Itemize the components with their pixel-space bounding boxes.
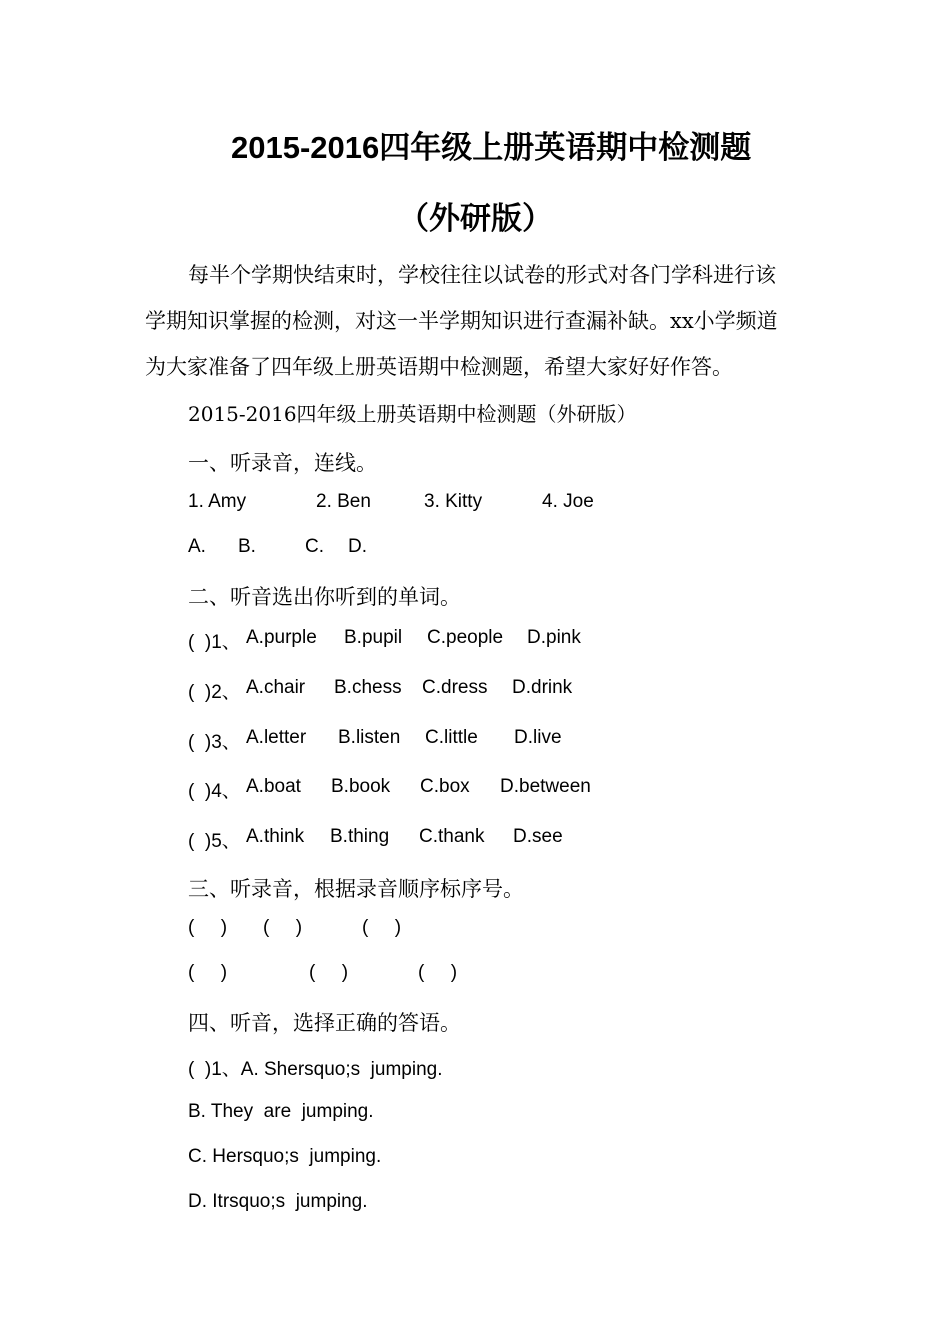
question-number: ( )1、	[188, 632, 241, 653]
subtitle: 2015-2016四年级上册英语期中检测题（外研版）	[188, 402, 637, 426]
question-number: ( )2、	[188, 682, 241, 703]
question-row	[188, 826, 788, 852]
question-row	[188, 776, 788, 802]
answer-blank: ( )	[188, 917, 228, 938]
option: C.little	[425, 727, 478, 748]
option: B.pupil	[344, 627, 403, 648]
question-number: ( )4、	[188, 781, 241, 802]
letter-row	[188, 536, 588, 562]
option: B.book	[331, 776, 391, 797]
answer-blank: ( )	[188, 962, 228, 983]
blank-row	[188, 962, 588, 988]
answer-blank: ( )	[418, 962, 458, 983]
option: D.between	[500, 776, 591, 797]
option: A.think	[246, 826, 305, 847]
section-heading: 二、听音选出你听到的单词。	[188, 585, 461, 609]
letter-item: C.	[305, 536, 324, 557]
intro-line: 每半个学期快结束时，学校往往以试卷的形式对各门学科进行该	[188, 263, 776, 287]
page-title-edition: （外研版）	[398, 201, 553, 236]
letter-item: D.	[348, 536, 367, 557]
question-number: ( )5、	[188, 831, 241, 852]
question-row	[188, 727, 788, 753]
answer-option: C. Hersquo;s jumping.	[188, 1146, 382, 1167]
option: B.thing	[330, 826, 390, 847]
option: A.letter	[246, 727, 307, 748]
answer-option: D. Itrsquo;s jumping.	[188, 1191, 368, 1212]
section-heading: 一、听录音，连线。	[188, 451, 377, 475]
option: A.boat	[246, 776, 301, 797]
intro-line: 学期知识掌握的检测，对这一半学期知识进行查漏补缺。xx小学频道	[145, 309, 778, 333]
option: D.see	[513, 826, 563, 847]
option: D.drink	[512, 677, 573, 698]
answer-blank: ( )	[263, 917, 303, 938]
option: A.purple	[246, 627, 317, 648]
question-number: ( )3、	[188, 732, 241, 753]
name-item: 1. Amy	[188, 491, 247, 512]
option: C.dress	[422, 677, 488, 698]
option: D.live	[514, 727, 562, 748]
question-row	[188, 677, 788, 703]
name-row	[188, 491, 788, 517]
option: A.chair	[246, 677, 306, 698]
option: C.thank	[419, 826, 485, 847]
page-title: 2015-2016四年级上册英语期中检测题	[231, 130, 752, 165]
blank-row	[188, 917, 588, 943]
letter-item: A.	[188, 536, 206, 557]
answer-blank: ( )	[309, 962, 349, 983]
question-line: ( )1、A. Shersquo;s jumping.	[188, 1059, 443, 1080]
intro-line: 为大家准备了四年级上册英语期中检测题，希望大家好好作答。	[145, 355, 733, 379]
section-heading: 四、听音，选择正确的答语。	[188, 1011, 461, 1035]
name-item: 4. Joe	[542, 491, 594, 512]
name-item: 2. Ben	[316, 491, 371, 512]
option: B.chess	[334, 677, 402, 698]
question-row	[188, 627, 788, 653]
answer-option: B. They are jumping.	[188, 1101, 374, 1122]
option: D.pink	[527, 627, 581, 648]
letter-item: B.	[238, 536, 256, 557]
answer-blank: ( )	[362, 917, 402, 938]
name-item: 3. Kitty	[424, 491, 483, 512]
section-heading: 三、听录音，根据录音顺序标序号。	[188, 877, 524, 901]
option: C.box	[420, 776, 470, 797]
option: C.people	[427, 627, 504, 648]
option: B.listen	[338, 727, 401, 748]
